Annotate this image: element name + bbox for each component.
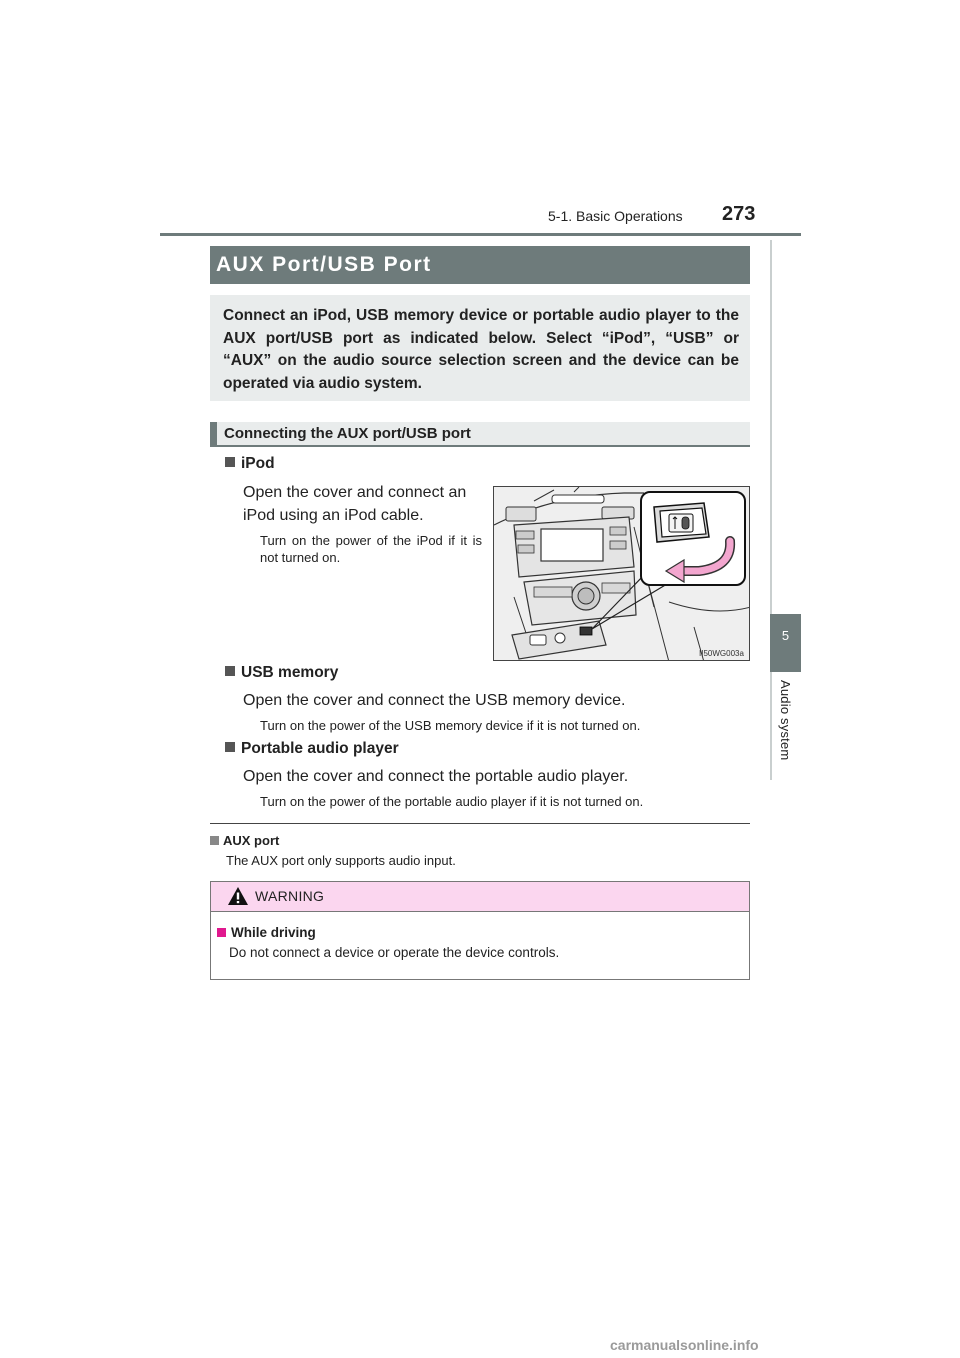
item-note-portable: Turn on the power of the portable audio player if it is not turned on. [260,794,644,809]
warning-header [211,882,749,912]
item-heading-usb [225,664,338,682]
warning-item-text: Do not connect a device or operate the device controls. [229,945,560,960]
warning-title: WARNING [255,888,325,904]
item-note-ipod: Turn on the power of the iPod if it is not turned on. [260,533,482,565]
bullet-square-icon [210,836,219,845]
bullet-square-icon [225,457,235,467]
aux-note-title: AUX port [223,833,280,848]
item-body-usb: Open the cover and connect the USB memory device. [243,692,626,709]
warning-item-title: While driving [231,925,316,940]
watermark: carmanualsonline.info [610,1337,759,1353]
console-illustration [494,487,750,661]
chapter-number: 5 [781,628,790,643]
item-heading-portable [225,740,399,758]
item-heading-text: iPod [241,455,275,472]
warning-item-heading [217,925,316,940]
item-body-portable: Open the cover and connect the portable audio player. [243,768,629,785]
item-body-ipod: Open the cover and connect an iPod using an iPod cable. [243,484,467,524]
item-heading-text: Portable audio player [241,740,399,757]
page-title: AUX Port/USB Port [210,246,750,284]
figure-code: II50WG003a [699,649,744,658]
section-label: 5-1. Basic Operations [548,208,683,224]
aux-note-heading [210,833,279,848]
warning-box [210,881,750,980]
item-heading-text: USB memory [241,664,339,681]
bullet-square-icon [217,928,226,937]
warning-triangle-icon [227,886,249,906]
console-usb-port-figure [493,486,750,661]
subheading: Connecting the AUX port/USB port [210,422,750,447]
bullet-square-icon [225,666,235,676]
chapter-label: Audio system [778,680,793,761]
section-separator [210,823,750,824]
item-note-usb: Turn on the power of the USB memory device if it is not turned on. [260,718,641,733]
bullet-square-icon [225,742,235,752]
item-heading-ipod [225,455,275,473]
page-number: 273 [722,203,756,225]
header-rule [160,233,801,236]
chapter-tab[interactable] [770,614,801,672]
intro-text: Connect an iPod, USB memory device or portable audio player to the AUX port/USB port as indicated below. Select “iPod”, “USB” or “AUX” on the audio source selection screen and the device can be operated via audio system. [210,295,750,401]
side-rule [770,240,772,780]
aux-note-text: The AUX port only supports audio input. [226,853,456,868]
